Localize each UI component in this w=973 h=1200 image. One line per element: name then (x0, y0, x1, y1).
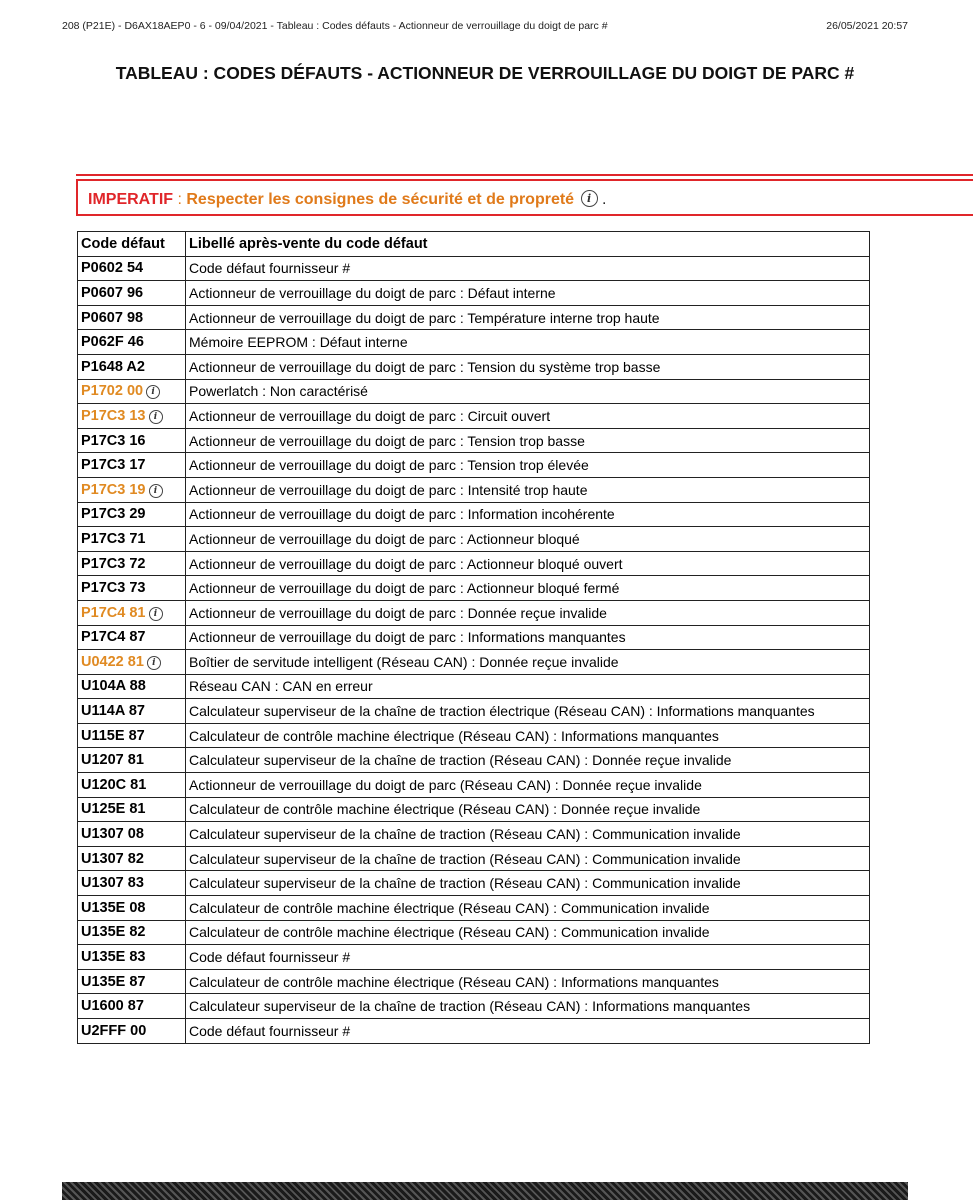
fault-code-cell (78, 1019, 186, 1044)
fault-code-cell (78, 305, 186, 330)
fault-code-cell (78, 773, 186, 798)
table-row (78, 502, 870, 527)
column-header-code: Code défaut (78, 232, 186, 257)
table-row (78, 1019, 870, 1044)
fault-code: P17C4 87 (81, 629, 146, 646)
fault-label: Calculateur superviseur de la chaîne de traction (Réseau CAN) : Communication invalide (186, 822, 870, 847)
table-row (78, 994, 870, 1019)
fault-code: P17C4 81 (81, 604, 146, 621)
fault-code-cell (78, 896, 186, 921)
fault-code-cell (78, 625, 186, 650)
info-icon[interactable]: i (149, 410, 163, 424)
fault-label: Calculateur de contrôle machine électrique (Réseau CAN) : Communication invalide (186, 920, 870, 945)
fault-label: Actionneur de verrouillage du doigt de parc (Réseau CAN) : Donnée reçue invalide (186, 773, 870, 798)
fault-label: Calculateur de contrôle machine électrique (Réseau CAN) : Donnée reçue invalide (186, 797, 870, 822)
fault-code: U2FFF 00 (81, 1022, 147, 1039)
fault-code: U0422 81 (81, 653, 144, 670)
fault-label: Calculateur superviseur de la chaîne de traction (Réseau CAN) : Donnée reçue invalide (186, 748, 870, 773)
fault-code: P17C3 72 (81, 555, 146, 572)
fault-code: P17C3 17 (81, 457, 146, 474)
fault-code-cell (78, 699, 186, 724)
fault-label: Actionneur de verrouillage du doigt de parc : Information incohérente (186, 502, 870, 527)
fault-label: Actionneur de verrouillage du doigt de parc : Défaut interne (186, 281, 870, 306)
fault-code-cell[interactable] (78, 600, 186, 625)
fault-code: U135E 08 (81, 899, 146, 916)
table-row (78, 896, 870, 921)
table-row (78, 551, 870, 576)
table-row (78, 945, 870, 970)
table-row (78, 330, 870, 355)
imperatif-text: Respecter les consignes de sécurité et de propreté (186, 191, 575, 208)
fault-label: Actionneur de verrouillage du doigt de parc : Actionneur bloqué ouvert (186, 551, 870, 576)
table-row (78, 453, 870, 478)
fault-label: Actionneur de verrouillage du doigt de parc : Tension trop élevée (186, 453, 870, 478)
table-row (78, 748, 870, 773)
fault-label: Actionneur de verrouillage du doigt de parc : Température interne trop haute (186, 305, 870, 330)
table-row (78, 379, 870, 404)
fault-code: U1207 81 (81, 752, 144, 769)
imperatif-notice (76, 179, 973, 216)
fault-label: Calculateur superviseur de la chaîne de traction (Réseau CAN) : Communication invalide (186, 846, 870, 871)
fault-label: Actionneur de verrouillage du doigt de parc : Actionneur bloqué (186, 527, 870, 552)
fault-code-cell (78, 846, 186, 871)
fault-code-cell (78, 256, 186, 281)
fault-code: P0607 98 (81, 309, 144, 326)
imperatif-label: IMPERATIF (88, 191, 174, 208)
fault-code: U135E 82 (81, 924, 146, 941)
fault-code: U1600 87 (81, 998, 144, 1015)
table-row (78, 625, 870, 650)
fault-label: Calculateur de contrôle machine électrique (Réseau CAN) : Informations manquantes (186, 723, 870, 748)
fault-code-cell (78, 723, 186, 748)
fault-code-cell (78, 354, 186, 379)
fault-code-cell (78, 945, 186, 970)
print-timestamp: 26/05/2021 20:57 (826, 20, 908, 32)
fault-label: Calculateur superviseur de la chaîne de traction (Réseau CAN) : Informations manquantes (186, 994, 870, 1019)
fault-code-cell (78, 994, 186, 1019)
fault-code-cell (78, 527, 186, 552)
table-body (78, 256, 870, 1043)
imperatif-separator: : (173, 191, 187, 208)
fault-code-cell (78, 281, 186, 306)
fault-code-cell (78, 330, 186, 355)
table-row (78, 305, 870, 330)
fault-label: Actionneur de verrouillage du doigt de parc : Actionneur bloqué fermé (186, 576, 870, 601)
page-header (62, 20, 908, 36)
fault-code-cell (78, 674, 186, 699)
fault-code-cell[interactable] (78, 379, 186, 404)
info-icon[interactable]: i (581, 190, 598, 207)
fault-label: Actionneur de verrouillage du doigt de parc : Tension trop basse (186, 428, 870, 453)
fault-code: U104A 88 (81, 678, 146, 695)
fault-label: Calculateur de contrôle machine électrique (Réseau CAN) : Informations manquantes (186, 969, 870, 994)
info-icon[interactable]: i (149, 484, 163, 498)
footer-strip (62, 1182, 908, 1200)
fault-code: U115E 87 (81, 727, 145, 744)
fault-label: Actionneur de verrouillage du doigt de parc : Circuit ouvert (186, 404, 870, 429)
fault-code: P062F 46 (81, 334, 144, 351)
table-row (78, 699, 870, 724)
fault-code: U135E 83 (81, 949, 146, 966)
fault-codes-table (77, 231, 870, 1044)
fault-code: P17C3 29 (81, 506, 146, 523)
table-row (78, 797, 870, 822)
fault-label: Code défaut fournisseur # (186, 1019, 870, 1044)
table-header-row (78, 232, 870, 257)
fault-label: Calculateur superviseur de la chaîne de traction électrique (Réseau CAN) : Informations manquantes (186, 699, 870, 724)
fault-label: Actionneur de verrouillage du doigt de parc : Informations manquantes (186, 625, 870, 650)
fault-code: P17C3 13 (81, 407, 146, 424)
table-row (78, 920, 870, 945)
fault-label: Code défaut fournisseur # (186, 256, 870, 281)
fault-label: Boîtier de servitude intelligent (Réseau CAN) : Donnée reçue invalide (186, 650, 870, 675)
fault-code: P17C3 71 (81, 530, 146, 547)
imperatif-end: . (601, 191, 607, 208)
document-reference: 208 (P21E) - D6AX18AEP0 - 6 - 09/04/2021 - Tableau : Codes défauts - Actionneur de verrouillage du doigt de parc # (62, 20, 608, 32)
fault-label: Calculateur de contrôle machine électrique (Réseau CAN) : Communication invalide (186, 896, 870, 921)
fault-code: U1307 83 (81, 875, 144, 892)
fault-code: U1307 08 (81, 826, 144, 843)
fault-code-cell (78, 453, 186, 478)
table-row (78, 404, 870, 429)
fault-code: P0602 54 (81, 260, 144, 277)
fault-code-cell (78, 920, 186, 945)
table-row (78, 773, 870, 798)
table-row (78, 354, 870, 379)
table-row (78, 822, 870, 847)
fault-code: U120C 81 (81, 776, 147, 793)
table-row (78, 674, 870, 699)
fault-label: Code défaut fournisseur # (186, 945, 870, 970)
info-icon[interactable]: i (149, 607, 163, 621)
fault-code: U135E 87 (81, 973, 146, 990)
fault-code-cell (78, 502, 186, 527)
fault-code: P0607 96 (81, 284, 144, 301)
fault-label: Powerlatch : Non caractérisé (186, 379, 870, 404)
fault-code: U1307 82 (81, 850, 144, 867)
page-title: TABLEAU : CODES DÉFAUTS - ACTIONNEUR DE VERROUILLAGE DU DOIGT DE PARC # (115, 63, 855, 83)
fault-code-cell (78, 797, 186, 822)
fault-label: Mémoire EEPROM : Défaut interne (186, 330, 870, 355)
table-row (78, 969, 870, 994)
fault-code: P1648 A2 (81, 358, 145, 375)
info-icon[interactable]: i (146, 385, 160, 399)
table-row (78, 527, 870, 552)
fault-code: U125E 81 (81, 801, 146, 818)
fault-label: Actionneur de verrouillage du doigt de parc : Tension du système trop basse (186, 354, 870, 379)
info-icon[interactable]: i (147, 656, 161, 670)
fault-code-cell[interactable] (78, 404, 186, 429)
fault-code-cell (78, 969, 186, 994)
fault-code-cell (78, 871, 186, 896)
table-row (78, 477, 870, 502)
fault-code: P17C3 16 (81, 432, 146, 449)
fault-label: Réseau CAN : CAN en erreur (186, 674, 870, 699)
fault-code: P17C3 19 (81, 481, 146, 498)
table-row (78, 428, 870, 453)
table-row (78, 650, 870, 675)
fault-code: U114A 87 (81, 703, 145, 720)
fault-code-cell (78, 576, 186, 601)
fault-code-cell[interactable] (78, 650, 186, 675)
fault-code: P17C3 73 (81, 580, 146, 597)
table-row (78, 256, 870, 281)
fault-code-cell (78, 748, 186, 773)
fault-label: Actionneur de verrouillage du doigt de parc : Intensité trop haute (186, 477, 870, 502)
fault-label: Actionneur de verrouillage du doigt de parc : Donnée reçue invalide (186, 600, 870, 625)
fault-label: Calculateur superviseur de la chaîne de traction (Réseau CAN) : Communication invalide (186, 871, 870, 896)
fault-code-cell (78, 428, 186, 453)
table-row (78, 846, 870, 871)
fault-code-cell (78, 551, 186, 576)
table-row (78, 723, 870, 748)
table-row (78, 600, 870, 625)
fault-code: P1702 00 (81, 383, 144, 400)
column-header-label: Libellé après-vente du code défaut (186, 232, 870, 257)
table-row (78, 576, 870, 601)
fault-code-cell (78, 822, 186, 847)
table-row (78, 281, 870, 306)
fault-code-cell[interactable] (78, 477, 186, 502)
table-row (78, 871, 870, 896)
